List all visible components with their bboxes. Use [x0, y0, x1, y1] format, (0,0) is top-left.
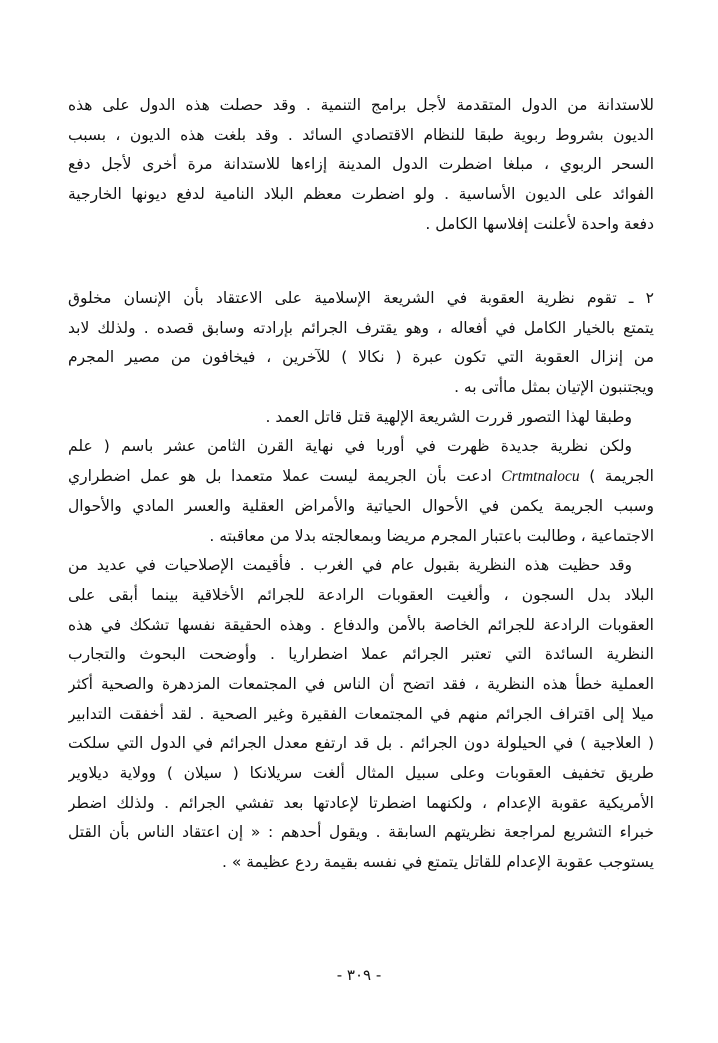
paragraph-1-line: للاستدانة من الدول المتقدمة لأجل برامج التنمية . وقد حصلت هذه الدول على هذه — [68, 96, 654, 114]
paragraph-1 — [68, 91, 654, 239]
paragraph-2-line: طريق تخفيف العقوبات وعلى سبيل المثال ألغت سريلانكا ( سيلان ) وولاية ديلاوير — [68, 764, 654, 782]
paragraph-1-line: الديون بشروط ربوية طبقا للنظام الاقتصادي السائد . وقد بلغت هذه الديون ، بسبب — [68, 125, 654, 144]
paragraph-1-line: السحر الربوي ، مبلغا اضطرت الدول المدينة إزاءها للاستدانة مرة أخرى لأجل دفع — [68, 155, 654, 174]
paragraph-2-line: ويجتنبون الإتيان بمثل ماأتى به . — [454, 378, 654, 397]
paragraph-2-line: من إنزال العقوبة التي تكون عبرة ( نكالا ) للآخرين ، فيخافون من مصير المجرم — [68, 348, 654, 367]
paragraph-2-line: يستوجب عقوبة الإعدام للقاتل يتمتع في نفسه بقيمة ردع عظيمة » . — [221, 853, 654, 872]
paragraph-2-line: يتمتع بالخيار الكامل في أفعاله ، وهو يقترف الجرائم بإرادته وسابق قصده . ولذلك لابد — [68, 318, 654, 337]
paragraph-2-line: العقوبات الرادعة للجرائم الخاصة بالأمن والدفاع . وهذه الحقيقة نفسها تشكك في هذه — [68, 615, 654, 634]
paragraph-1-line: الفوائد على الديون الأساسية . ولو اضطرت معظم البلاد النامية لدفع ديونها الخارجية — [68, 185, 654, 204]
paragraph-2-line: البلاد بدل السجون ، وألغيت العقوبات الرادعة للجرائم الأخلاقية بينما أبقى على — [68, 585, 654, 604]
paragraph-2 — [68, 284, 654, 878]
paragraph-2-line: خبراء التشريع لمراجعة نظريتهم السابقة . ويقول أحدهم : « إن اعتقاد الناس بأن القتل — [68, 823, 654, 842]
paragraph-2-line-with-term — [68, 462, 654, 492]
term-line-before: الجريمة ) — [589, 467, 654, 486]
paragraph-2-line: ( العلاجية ) في الحيلولة دون الجرائم . بل قد ارتفع معدل الجرائم في الدول التي سلكت — [68, 734, 654, 753]
paragraph-2-line: ٢ ـ تقوم نظرية العقوبة في الشريعة الإسلامية على الاعتقاد بأن الإنسان مخلوق — [68, 289, 654, 307]
paragraph-2-line: الأمريكية عقوبة الإعدام ، ولكنهما اضطرتا لإعادتها بعد تفشي الجرائم . ولذلك اضطر — [68, 793, 654, 812]
paragraph-2-line: وسبب الجريمة يكمن في الأحوال الحياتية والأمراض العقلية والعسر المادي والأحوال — [68, 496, 654, 515]
paragraph-2-line: وقد حظيت هذه النظرية بقبول عام في الغرب . فأقيمت الإصلاحيات في عديد من — [68, 556, 632, 575]
paragraph-2-line: الاجتماعية ، وطالبت باعتبار المجرم مريضا وبمعالجته بدلا من معاقبته . — [209, 526, 654, 545]
page-number: - ٣٠٩ - — [336, 966, 382, 984]
paragraph-2-line: ميلا إلى اقتراف الجرائم منهم في المجتمعات الفقيرة وغير الصحية . لقد أخفقت التدابير — [68, 704, 654, 723]
term-line-after: ادعت بأن الجريمة ليست عملا متعمدا بل هو عمل اضطراري — [68, 467, 492, 486]
paragraph-2-line: ولكن نظرية جديدة ظهرت في أوربا في نهاية القرن الثامن عشر باسم ( علم — [68, 437, 632, 456]
paragraph-2-line: العملية خطأ هذه النظرية ، فقد اتضح أن الناس في المجتمعات المزدهرة والصحية أكثر — [68, 674, 654, 693]
latin-term: Crtmtnalocu — [501, 468, 580, 486]
paragraph-1-line: دفعة واحدة لأعلنت إفلاسها الكامل . — [425, 214, 654, 233]
paragraph-2-line: النظرية السائدة التي تعتبر الجرائم عملا اضطراريا . وأوضحت البحوث والتجارب — [68, 645, 654, 664]
paragraph-2-line: وطبقا لهذا التصور قررت الشريعة الإلهية قتل قاتل العمد . — [265, 407, 632, 426]
